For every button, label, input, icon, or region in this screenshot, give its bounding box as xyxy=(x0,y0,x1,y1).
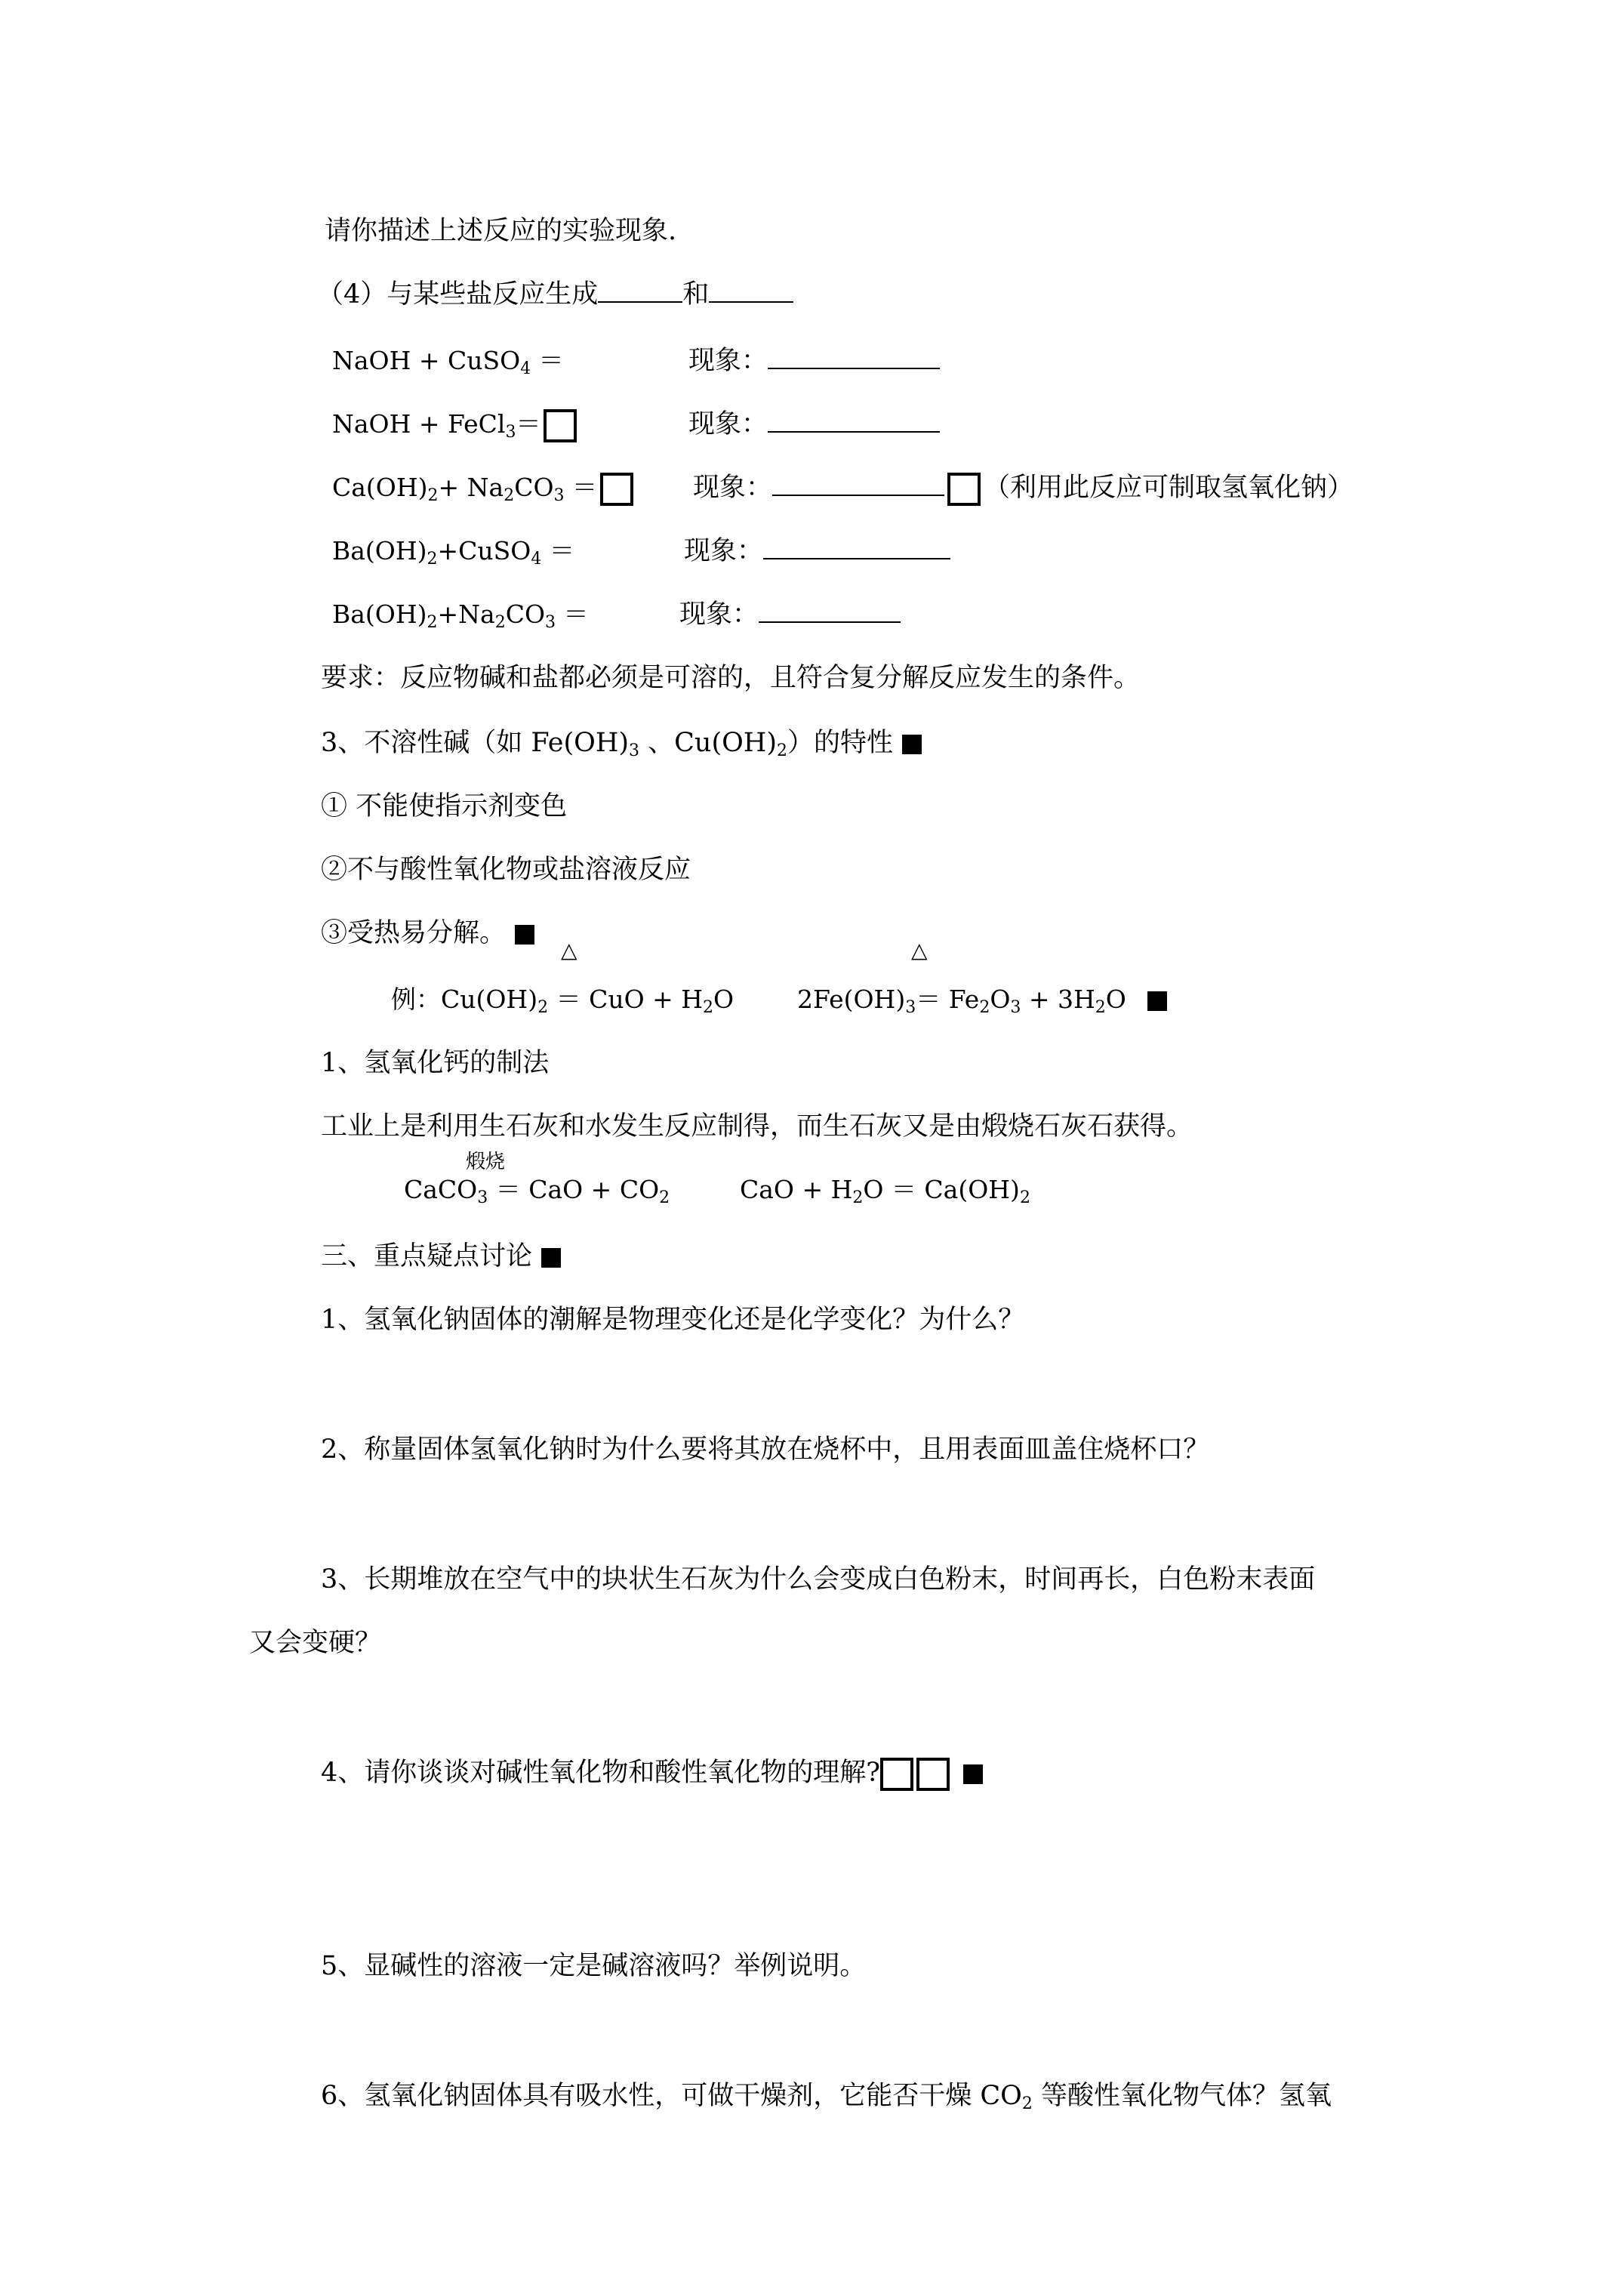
example-sub: 2 xyxy=(1095,998,1106,1017)
example-r2: + 3H xyxy=(1021,985,1095,1014)
phenomenon-5 xyxy=(679,598,901,631)
eq3-sub: 3 xyxy=(553,486,565,505)
insoluble-text: 、Cu(OH) xyxy=(639,728,777,758)
heat-triangle-2: △ xyxy=(911,938,928,963)
eq2-sub: 3 xyxy=(505,423,516,442)
property-1: ① 不能使指示剂变色 xyxy=(321,791,568,821)
eq3-text: + Na xyxy=(438,473,504,502)
example-line xyxy=(391,983,734,1016)
calcium-eq-text: CaO + H xyxy=(740,1175,853,1204)
eq2-text: NaOH + FeCl xyxy=(332,409,506,439)
eq5-eq: ＝ xyxy=(556,599,589,629)
phenomenon-1 xyxy=(688,344,940,378)
missing-glyph-box xyxy=(916,1758,950,1791)
example-sub: 2 xyxy=(703,998,714,1017)
intro-text: 请你描述上述反应的实验现象. xyxy=(325,216,677,246)
eq3-text: Ca(OH) xyxy=(332,473,428,502)
eq5-sub: 2 xyxy=(494,613,506,632)
example-r1: Cu(OH) xyxy=(441,985,538,1014)
insoluble-text: 3、不溶性碱（如 Fe(OH) xyxy=(321,728,630,758)
phenomenon-3 xyxy=(693,471,1354,506)
example-r1: ＝ CuO + H xyxy=(548,985,704,1014)
blank xyxy=(768,408,940,433)
eq3-sub: 2 xyxy=(504,486,515,505)
calcium-text: 工业上是利用生石灰和水发生反应制得，而生石灰又是由煅烧石灰石获得。 xyxy=(321,1111,1193,1142)
eq4 xyxy=(332,535,574,568)
eq2 xyxy=(332,408,580,442)
question-4-text: 4、请你谈谈对碱性氧化物和酸性氧化物的理解? xyxy=(321,1758,881,1788)
example-sub: 2 xyxy=(979,998,990,1017)
eq1-sub: 4 xyxy=(520,359,531,378)
black-square xyxy=(902,735,922,754)
calcine-label: 煅烧 xyxy=(466,1151,506,1173)
eq5-text: CO xyxy=(505,599,546,629)
calcium-eq-text: CaCO xyxy=(404,1175,478,1204)
property-3 xyxy=(321,917,534,950)
calcium-eq-sub: 3 xyxy=(477,1188,488,1207)
calcium-eq-2 xyxy=(740,1173,1030,1207)
example-r2: 2Fe(OH) xyxy=(797,985,906,1014)
example-r2: O xyxy=(990,985,1011,1014)
eq4-eq: ＝ xyxy=(541,536,574,566)
eq2-eq: ＝ xyxy=(516,409,541,439)
black-square xyxy=(515,925,534,945)
black-square xyxy=(963,1764,983,1784)
black-square xyxy=(541,1248,561,1268)
phen-label: 现象： xyxy=(688,409,768,439)
calcium-eq-text: O ＝ Ca(OH) xyxy=(863,1175,1020,1204)
example-sub: 2 xyxy=(537,998,549,1017)
calcium-eq-text: ＝ CaO + CO xyxy=(488,1175,660,1204)
property-2: ②不与酸性氧化物或盐溶液反应 xyxy=(321,855,691,885)
eq4-sub: 2 xyxy=(427,550,438,569)
black-square xyxy=(1147,991,1167,1011)
question-4 xyxy=(321,1756,983,1791)
phen-label: 现象： xyxy=(688,346,768,376)
eq3-eq: ＝ xyxy=(564,473,598,502)
missing-glyph-box xyxy=(600,473,633,506)
eq4-sub: 4 xyxy=(531,550,542,569)
insoluble-sub: 3 xyxy=(629,741,640,760)
calcium-eq-sub: 2 xyxy=(659,1188,670,1207)
example-line-2 xyxy=(797,983,1167,1016)
eq4-text: Ba(OH) xyxy=(332,536,427,566)
insoluble-sub: 2 xyxy=(777,741,787,760)
eq3 xyxy=(332,471,636,506)
eq3-sub: 2 xyxy=(427,486,439,505)
eq5-sub: 2 xyxy=(427,613,438,632)
example-r1: O xyxy=(713,985,735,1014)
eq5-sub: 3 xyxy=(545,613,556,632)
question-6-text: 6、氢氧化钠固体具有吸水性，可做干燥剂，它能否干燥 CO xyxy=(321,2081,1022,2111)
eq3-text: CO xyxy=(514,473,554,502)
question-2: 2、称量固体氢氧化钠时为什么要将其放在烧杯中，且用表面皿盖住烧杯口？ xyxy=(321,1435,1210,1465)
section-heading-text: 三、重点疑点讨论 xyxy=(321,1241,533,1271)
eq5-text: Ba(OH) xyxy=(332,599,427,629)
item4-prefix: （4）与某些盐反应生成 xyxy=(317,279,599,310)
calcium-title: 1、氢氧化钙的制法 xyxy=(321,1048,550,1078)
question-1: 1、氢氧化钠固体的潮解是物理变化还是化学变化？为什么？ xyxy=(321,1305,1025,1335)
phen-label: 现象： xyxy=(679,599,759,630)
blank xyxy=(598,279,682,303)
question-3-line-2: 又会变硬？ xyxy=(249,1628,382,1658)
blank xyxy=(772,472,944,496)
eq1-text: NaOH + CuSO xyxy=(332,346,521,375)
question-5: 5、显碱性的溶液一定是碱溶液吗？举例说明。 xyxy=(321,1951,867,1981)
question-6-text: 等酸性氧化物气体？氢氧 xyxy=(1032,2081,1332,2111)
example-sub: 3 xyxy=(1010,998,1021,1017)
phen-label: 现象： xyxy=(693,473,773,503)
blank xyxy=(763,535,950,559)
requirement: 要求：反应物碱和盐都必须是可溶的，且符合复分解反应发生的条件。 xyxy=(321,663,1141,693)
missing-glyph-box xyxy=(880,1758,913,1791)
question-6 xyxy=(321,2079,1332,2113)
example-r2: ＝ Fe xyxy=(916,985,980,1014)
example-label: 例： xyxy=(391,985,441,1014)
blank xyxy=(768,345,940,369)
blank xyxy=(759,599,901,623)
example-r2: O xyxy=(1105,985,1126,1014)
eq4-text: +CuSO xyxy=(437,536,531,566)
insoluble-heading xyxy=(321,726,922,760)
section-heading xyxy=(321,1240,561,1273)
blank xyxy=(709,279,793,303)
missing-glyph-box xyxy=(947,473,981,506)
eq3-note: （利用此反应可制取氢氧化钠） xyxy=(984,473,1354,503)
eq1-eq: ＝ xyxy=(531,346,564,375)
question-6-sub: 2 xyxy=(1021,2094,1033,2113)
eq1 xyxy=(332,344,564,378)
eq5-text: +Na xyxy=(437,599,495,629)
example-sub: 3 xyxy=(905,998,916,1017)
phenomenon-2 xyxy=(688,408,940,441)
item4-mid: 和 xyxy=(682,279,710,310)
calcium-eq-1 xyxy=(404,1173,670,1207)
calcium-eq-sub: 2 xyxy=(1019,1188,1030,1207)
heat-triangle-1: △ xyxy=(561,938,577,963)
phenomenon-4 xyxy=(684,535,950,568)
missing-glyph-box xyxy=(544,409,577,442)
phen-label: 现象： xyxy=(684,536,764,566)
item4-line xyxy=(317,278,793,311)
eq5 xyxy=(332,598,589,631)
property-3-text: ③受热易分解。 xyxy=(321,918,507,948)
insoluble-text: ）的特性 xyxy=(787,728,894,758)
calcium-eq-sub: 2 xyxy=(852,1188,864,1207)
question-3-line-1: 3、长期堆放在空气中的块状生石灰为什么会变成白色粉末，时间再长，白色粉末表面 xyxy=(321,1564,1316,1595)
